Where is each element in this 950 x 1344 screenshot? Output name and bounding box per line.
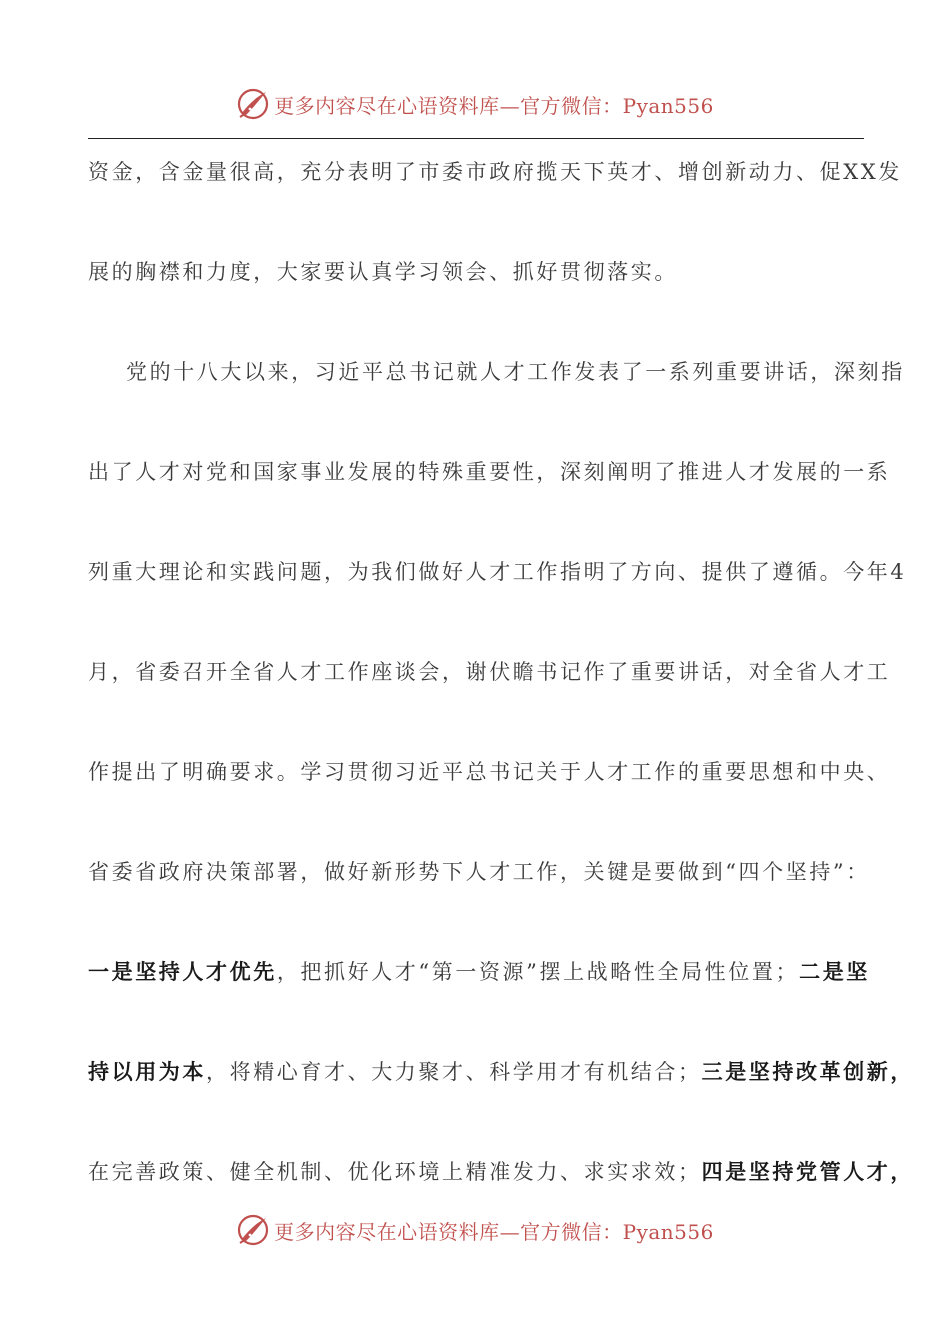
text-run: ，将精心育才、大力聚才、科学用才有机结合； — [206, 1060, 702, 1084]
text-run: 党的十八大以来，习近平总书记就人才工作发表了一系列重要讲话，深刻指 — [126, 360, 905, 384]
text-run: ，把抓好人才“第一资源”摆上战略性全局性位置； — [276, 960, 800, 984]
banner-text-main: 更多内容尽在心语资料库 — [274, 93, 500, 118]
document-body — [88, 146, 915, 1246]
banner-text-tail: 官方微信：Pyan556 — [520, 1219, 714, 1244]
banner-separator: — — [499, 1219, 521, 1244]
text-run: 资金，含金量很高，充分表明了市委市政府揽天下英才、增创新动力、促XX发 — [88, 160, 902, 184]
text-run: 在完善政策、健全机制、优化环境上精准发力、求实求效； — [88, 1160, 702, 1184]
bold-point-4: 四是坚持党管人才， — [701, 1159, 915, 1184]
text-line — [88, 246, 864, 346]
text-line — [88, 846, 870, 946]
banner-text — [274, 1216, 714, 1245]
text-run: 作提出了明确要求。学习贯彻习近平总书记关于人才工作的重要思想和中央、 — [88, 760, 891, 784]
text-line — [88, 746, 891, 846]
footer-banner — [0, 1208, 950, 1252]
banner-text-main: 更多内容尽在心语资料库 — [274, 1219, 500, 1244]
text-run: 月，省委召开全省人才工作座谈会，谢伏瞻书记作了重要讲话，对全省人才工 — [88, 660, 891, 684]
banner-text — [274, 90, 714, 119]
text-run: 省委省政府决策部署，做好新形势下人才工作，关键是要做到“四个坚持”： — [88, 860, 870, 884]
paragraph-start-line — [88, 346, 905, 446]
pen-logo-icon — [236, 1213, 270, 1247]
text-line — [88, 646, 891, 746]
bold-point-2-start: 二是坚 — [799, 959, 870, 984]
header-divider — [88, 138, 864, 139]
bold-point-1: 一是坚持人才优先 — [88, 959, 277, 984]
pen-logo-icon — [236, 87, 270, 121]
bold-point-2-end: 持以用为本 — [88, 1059, 206, 1084]
text-line — [88, 946, 870, 1046]
text-run: 列重大理论和实践问题，为我们做好人才工作指明了方向、提供了遵循。今年4 — [88, 560, 907, 584]
text-line — [88, 1046, 915, 1146]
banner-separator: — — [499, 93, 521, 118]
bold-point-3: 三是坚持改革创新， — [701, 1059, 915, 1084]
header-banner — [0, 82, 950, 126]
text-run: 出了人才对党和国家事业发展的特殊重要性，深刻阐明了推进人才发展的一系 — [88, 460, 891, 484]
text-line — [88, 146, 902, 246]
banner-text-tail: 官方微信：Pyan556 — [520, 93, 714, 118]
text-line — [88, 446, 891, 546]
text-line — [88, 546, 907, 646]
text-run: 展的胸襟和力度，大家要认真学习领会、抓好贯彻落实。 — [88, 260, 678, 284]
